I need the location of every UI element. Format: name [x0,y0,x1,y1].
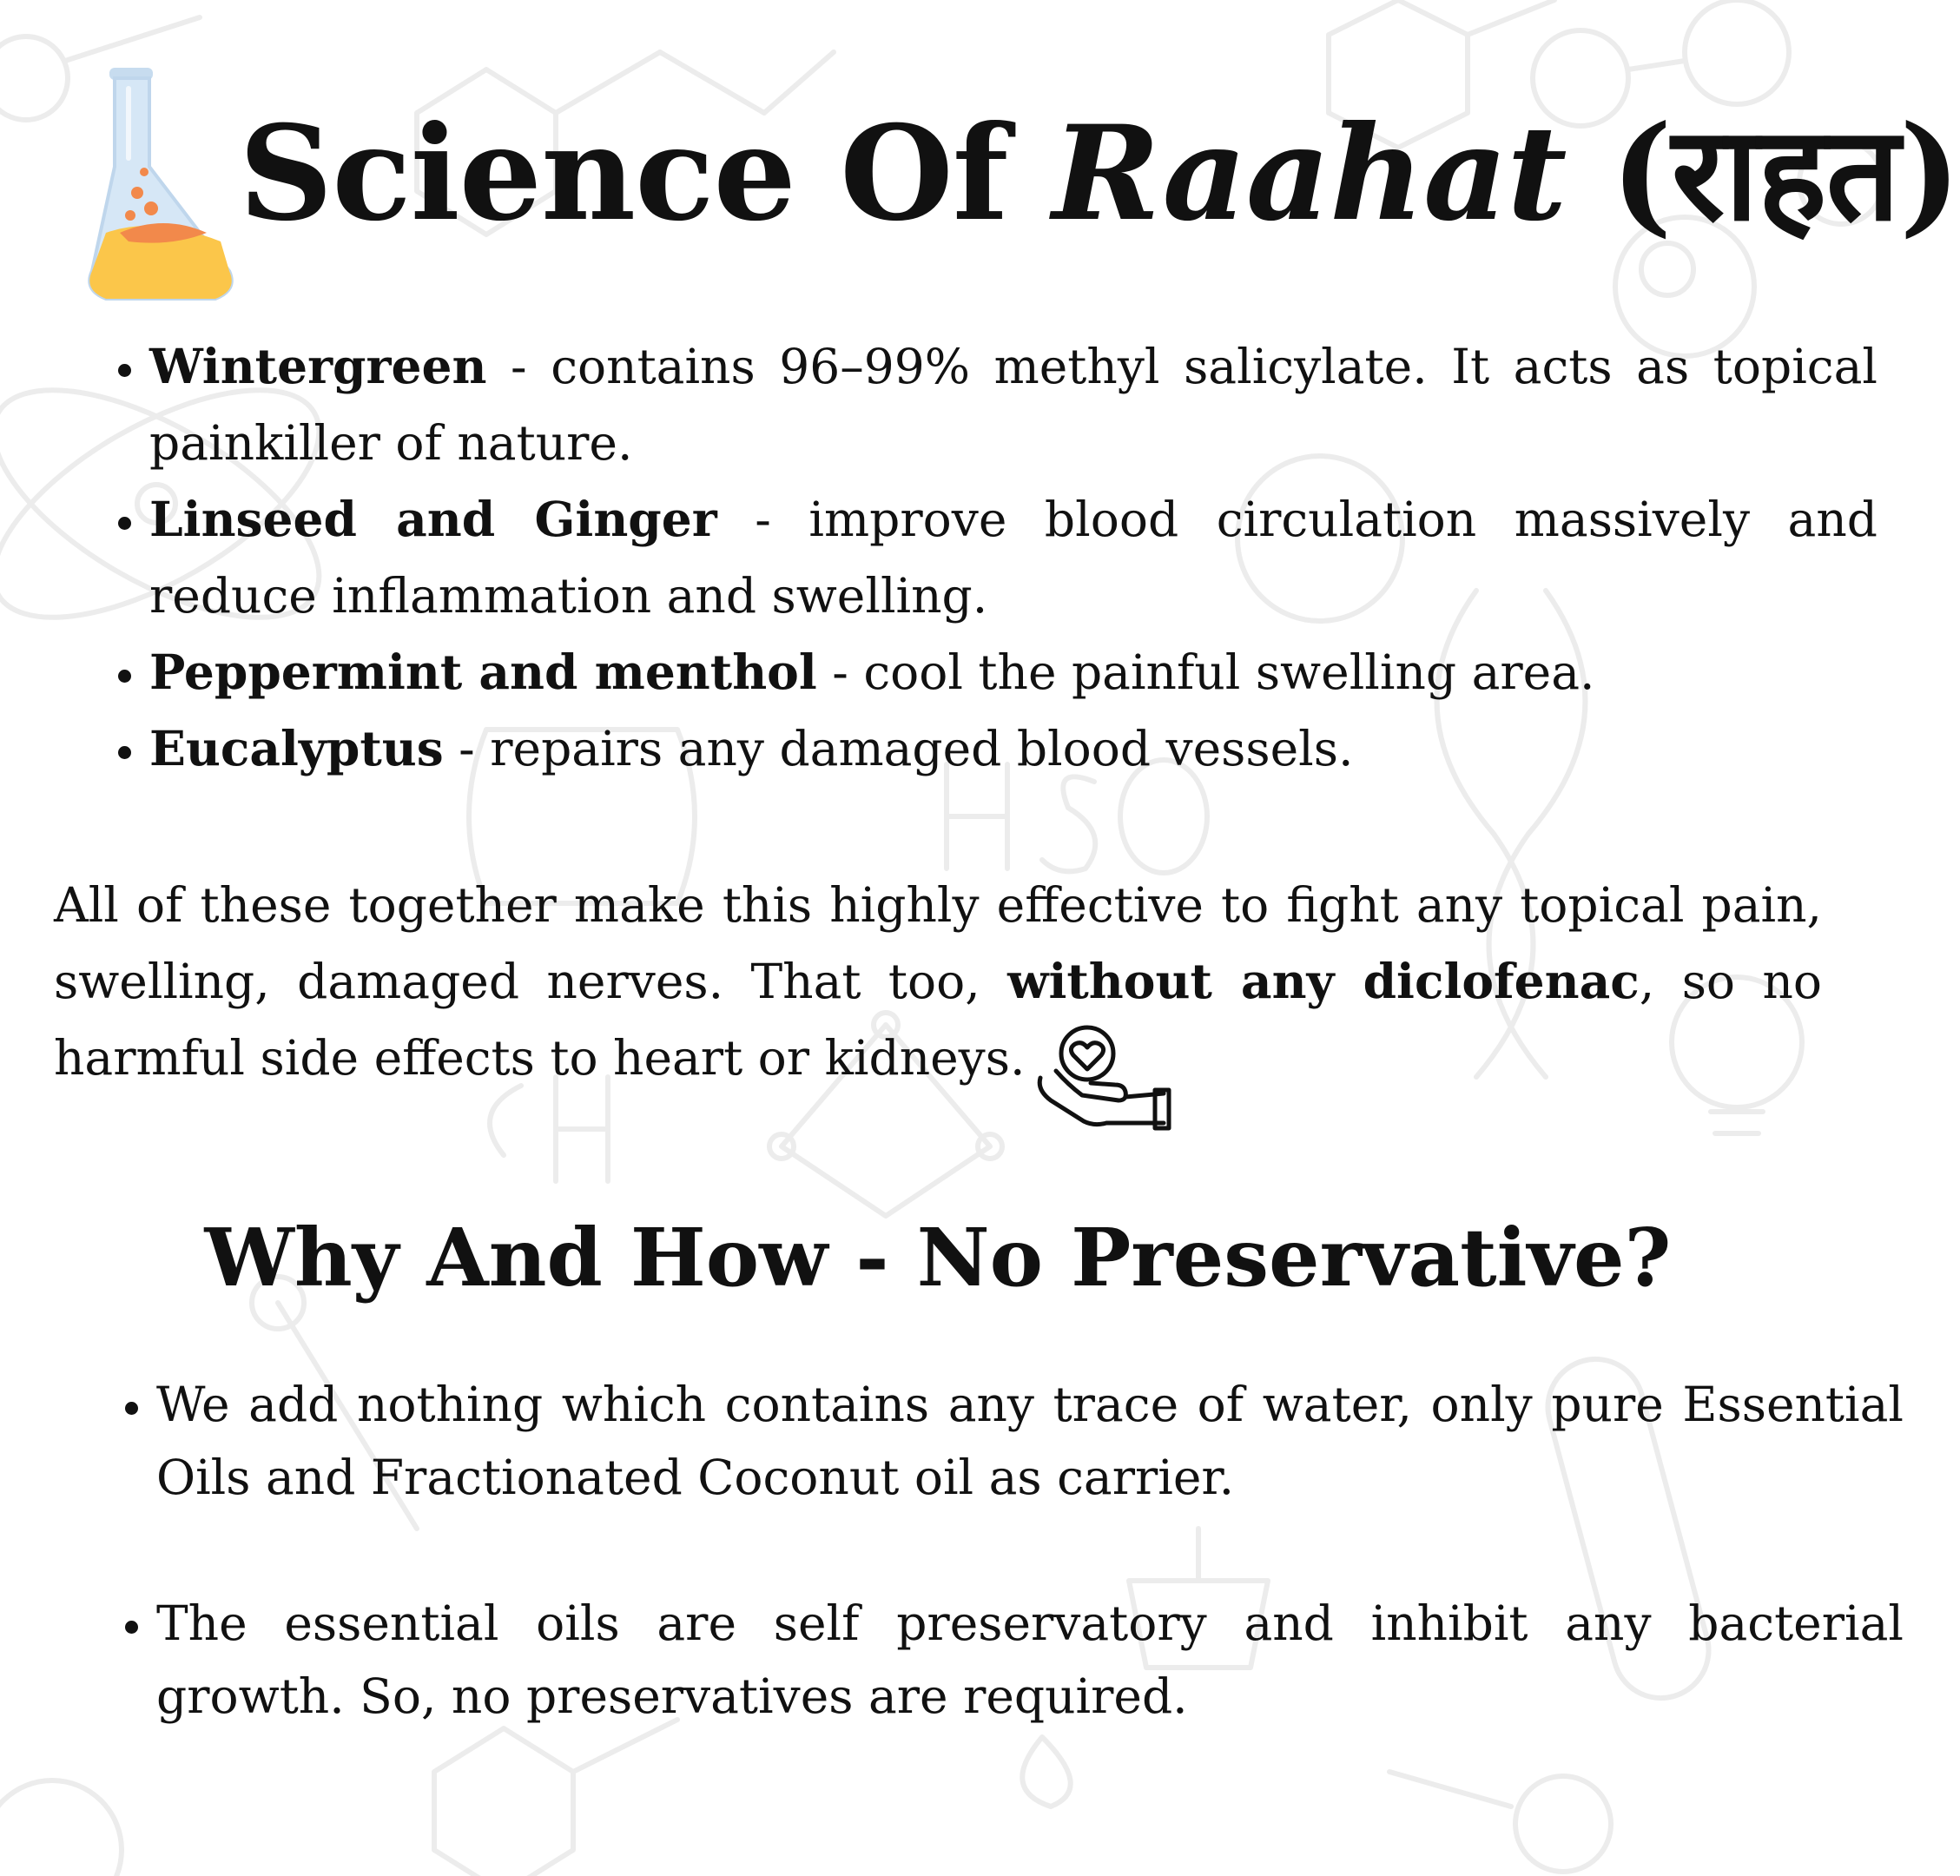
ingredient-name: Linseed and Ginger [149,491,717,547]
list-item [149,481,1878,634]
ingredient-desc: - contains 96–99% methyl salicylate. It acts as topical painkiller of nature. [149,339,1878,471]
ingredient-name: Eucalyptus [149,720,444,776]
section-heading: Why And How - No Preservative? [204,1211,1672,1305]
hand-holding-heart-icon [1033,1021,1172,1133]
list-item: • We add nothing which contains any trace of water, only pure Essential Oils and Fractionated Coconut oil as carrier. [156,1368,1904,1514]
title-hindi: (राहत) [1566,97,1960,250]
ingredient-desc: - improve blood circulation massively and reduce inflammation and swelling. [149,492,1878,624]
summary-paragraph [54,867,1822,1133]
title-prefix: Science Of [239,97,1053,250]
summary-text-end: , so no harmful side effects to heart or kidneys. [54,954,1822,1086]
ingredient-name: Wintergreen [149,338,487,394]
summary-bold: without any diclofenac [1007,953,1640,1009]
erlenmeyer-flask-icon [76,63,250,314]
list-item [149,634,1878,710]
ingredient-name: Peppermint and menthol [149,644,817,700]
ingredient-list [96,328,1878,787]
preservative-list [102,1368,1904,1806]
list-item: • The essential oils are self preservatory and inhibit any bacterial growth. So, no preservatives are required. [156,1587,1904,1733]
ingredient-desc: - cool the painful swelling area. [816,644,1595,700]
list-item [149,328,1878,481]
title-brand: Raahat [1052,97,1567,250]
summary-text: All of these together make this highly effective to fight any topical pain, swelling, damaged nerves. That too, [54,877,1822,1009]
ingredient-desc: - repairs any damaged blood vessels. [443,721,1354,776]
page-title [239,97,1960,250]
list-item [149,710,1878,787]
